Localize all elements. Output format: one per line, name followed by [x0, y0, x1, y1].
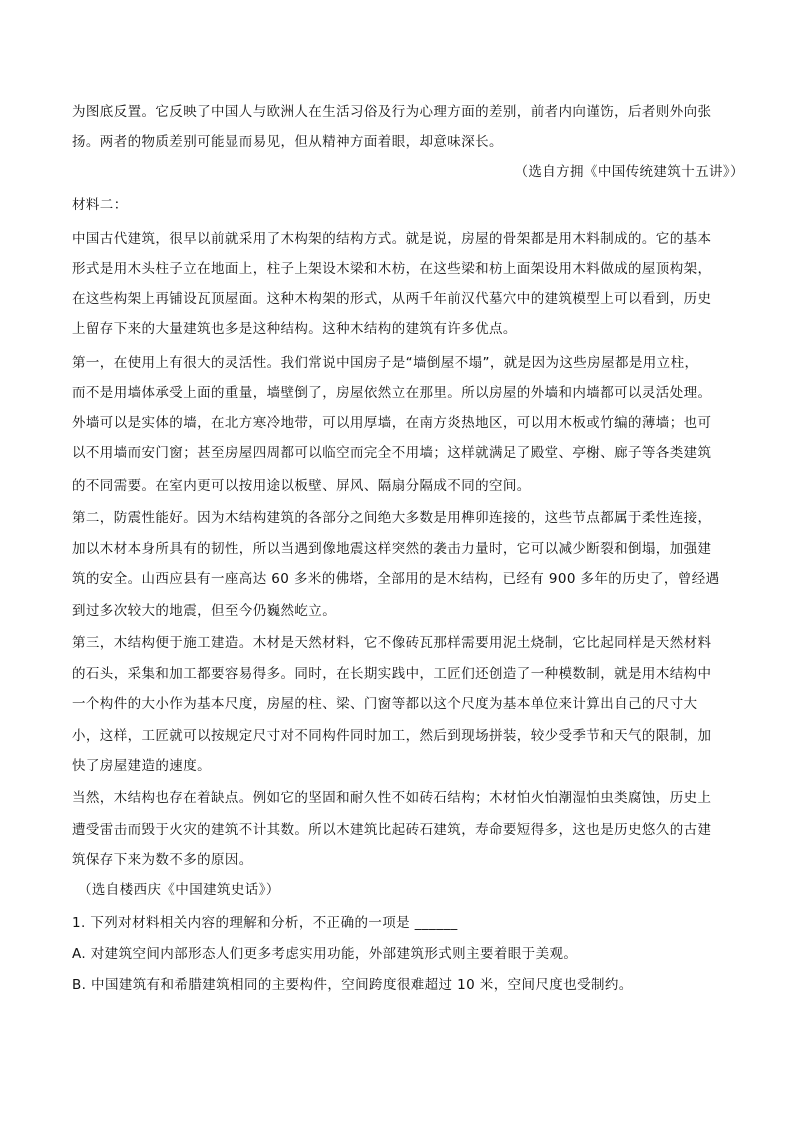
paragraph-line: 第三，木结构便于施工建造。木材是天然材料，它不像砖瓦那样需要用泥土烧制，它比起同样是天然材料: [72, 635, 712, 651]
option-a: A. 对建筑空间内部形态人们更多考虑实用功能，外部建筑形式则主要着眼于美观。: [72, 946, 578, 962]
paragraph-line: 当然，木结构也存在着缺点。例如它的坚固和耐久性不如砖石结构；木材怕火怕潮湿怕虫类腐蚀，历史上: [72, 790, 712, 806]
paragraph-line: 筑保存下来为数不多的原因。: [72, 852, 253, 868]
option-b: B. 中国建筑有和希腊建筑相同的主要构件，空间跨度很难超过 10 米，空间尺度也受制约。: [72, 977, 633, 993]
paragraph-line: 加以木材本身所具有的韧性，所以当遇到像地震这样突然的袭击力量时，它可以减少断裂和倒塌，加强建: [72, 541, 712, 557]
paragraph-line: 而不是用墙体承受上面的重量，墙壁倒了，房屋依然立在那里。所以房屋的外墙和内墙都可以灵活处理。: [72, 385, 712, 401]
paragraph-line: 遭受雷击而毁于火灾的建筑不计其数。所以木建筑比起砖石建筑，寿命要短得多，这也是历史悠久的古建: [72, 822, 712, 838]
paragraph-line: 的石头，采集和加工都要容易得多。同时，在长期实践中，工匠们还创造了一种模数制，就是用木结构中: [72, 666, 712, 682]
paragraph-line: 扬。两者的物质差别可能显而易见，但从精神方面着眼，却意味深长。: [72, 134, 503, 150]
paragraph-line: 外墙可以是实体的墙，在北方寒冷地带，可以用厚墙，在南方炎热地区，可以用木板或竹编的薄墙；也可: [72, 415, 712, 431]
paragraph-line: 的不同需要。在室内更可以按用途以板壁、屏风、隔扇分隔成不同的空间。: [72, 478, 531, 494]
paragraph-line: 第二，防震性能好。因为木结构建筑的各部分之间绝大多数是用榫卯连接的，这些节点都属于柔性连接，: [72, 510, 712, 526]
paragraph-line: 小，这样，工匠就可以按规定尺寸对不同构件同时加工，然后到现场拼装，较少受季节和天气的限制，加: [72, 728, 712, 744]
question-stem: 1. 下列对材料相关内容的理解和分析，不正确的一项是 ______: [72, 915, 458, 931]
paragraph-line: 快了房屋建造的速度。: [72, 758, 211, 774]
paragraph-line: 在这些构架上再铺设瓦顶屋面。这种木构架的形式，从两千年前汉代墓穴中的建筑模型上可以看到，历史: [72, 291, 712, 307]
source-citation: （选自方拥《中国传统建筑十五讲》）: [514, 164, 744, 180]
paragraph-line: 上留存下来的大量建筑也多是这种结构。这种木结构的建筑有许多优点。: [72, 321, 517, 337]
paragraph-line: 为图底反置。它反映了中国人与欧洲人在生活习俗及行为心理方面的差别，前者内向谨饬，后者则外向张: [72, 104, 712, 120]
paragraph-line: 到过多次较大的地震，但至今仍巍然屹立。: [72, 603, 337, 619]
paragraph-line: 筑的安全。山西应县有一座高达 60 多米的佛塔，全部用的是木结构，已经有 900 多年的历史了，曾经遇: [72, 571, 720, 587]
paragraph-line: 一个构件的大小作为基本尺度，房屋的柱、梁、门窗等都以这个尺度为基本单位来计算出自己的尺寸大: [72, 696, 698, 712]
paragraph-line: 中国古代建筑，很早以前就采用了木构架的结构方式。就是说，房屋的骨架都是用木料制成的。它的基本: [72, 231, 712, 247]
section-heading: 材料二：: [72, 197, 128, 213]
paragraph-line: 以不用墙而安门窗；甚至房屋四周都可以临空而完全不用墙；这样就满足了殿堂、亭榭、廊子等各类建筑: [72, 445, 712, 461]
paragraph-line: 第一，在使用上有很大的灵活性。我们常说中国房子是“墙倒屋不塌”，就是因为这些房屋都是用立柱，: [72, 355, 699, 371]
source-citation: （选自楼西庆《中国建筑史话》）: [78, 882, 280, 898]
paragraph-line: 形式是用木头柱子立在地面上，柱子上架设木梁和木枋，在这些梁和枋上面架设用木料做成的屋顶构架，: [72, 261, 712, 277]
